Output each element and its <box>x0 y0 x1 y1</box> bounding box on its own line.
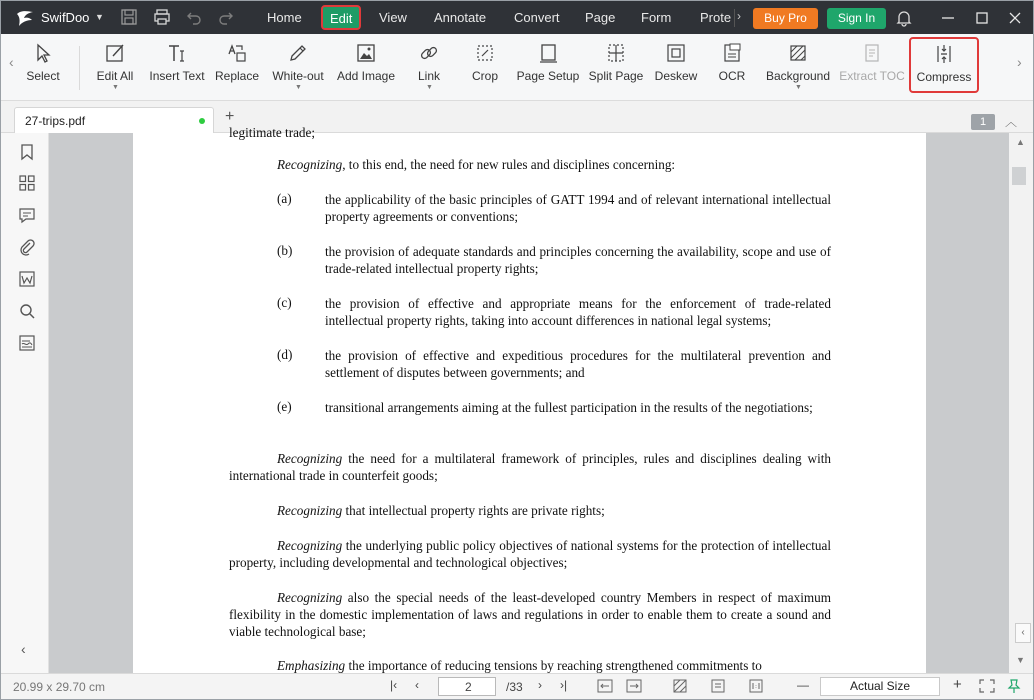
actual-size-icon[interactable] <box>749 679 765 693</box>
white-out-button[interactable] <box>267 34 329 100</box>
scroll-up-icon[interactable]: ▲ <box>1016 137 1025 147</box>
menu-annotate[interactable]: Annotate <box>434 10 487 25</box>
fullscreen-icon[interactable] <box>979 679 995 693</box>
fit-page-icon[interactable] <box>626 679 642 693</box>
background-label: Background <box>765 69 831 83</box>
insert-text-icon <box>166 42 188 64</box>
ribbon-scroll-right-icon[interactable]: › <box>1017 54 1022 70</box>
page-setup-label: Page Setup <box>516 69 580 83</box>
select-tool-button[interactable] <box>21 34 65 100</box>
extract-toc-icon <box>861 42 883 64</box>
page-layout-icon[interactable] <box>711 679 727 693</box>
recognizing-1-italic: Recognizing <box>277 157 343 172</box>
crop-label: Crop <box>471 69 498 83</box>
search-icon[interactable] <box>18 302 36 320</box>
para-6-italic: Emphasizing <box>277 658 346 673</box>
insert-text-label: Insert Text <box>149 69 205 83</box>
unsaved-status-dot <box>199 118 205 124</box>
insert-text-button[interactable] <box>147 34 207 100</box>
app-name: SwifDoo <box>41 10 90 25</box>
replace-icon <box>226 42 248 64</box>
thumbnails-icon[interactable] <box>18 174 36 192</box>
background-color-icon[interactable] <box>673 679 689 693</box>
para-4-text: the underlying public policy objectives of national systems for the protection of intellectual property, including developmental and technological objectives; <box>229 538 831 570</box>
background-button[interactable] <box>763 34 833 100</box>
image-icon <box>355 42 377 64</box>
buy-pro-button[interactable]: Buy Pro <box>753 8 818 29</box>
split-page-label: Split Page <box>588 69 644 83</box>
extract-toc-button <box>839 34 905 100</box>
split-page-icon <box>605 42 627 64</box>
document-viewer[interactable] <box>49 125 1009 673</box>
chevron-down-icon: ▼ <box>295 84 302 91</box>
para-6-text: the importance of reducing tensions by reaching strengthened commitments to <box>345 658 762 673</box>
vertical-scrollbar[interactable] <box>1009 133 1033 673</box>
edit-ribbon <box>1 34 1033 101</box>
para-2-italic: Recognizing <box>277 451 343 466</box>
page-number-input[interactable]: 2 <box>438 677 496 696</box>
compress-button[interactable] <box>909 37 979 93</box>
pdf-page <box>133 125 926 673</box>
expand-panel-icon[interactable]: ‹ <box>1015 623 1031 643</box>
add-tab-icon[interactable]: + <box>225 108 235 125</box>
deskew-button[interactable] <box>653 34 699 100</box>
page-number-badge: 1 <box>971 114 995 130</box>
first-page-icon[interactable]: |‹ <box>390 678 398 692</box>
menu-form[interactable]: Form <box>641 10 672 25</box>
scroll-thumb[interactable] <box>1012 167 1026 185</box>
background-icon <box>787 42 809 64</box>
status-bar <box>1 673 1033 699</box>
link-icon <box>418 42 440 64</box>
signature-icon[interactable] <box>18 334 36 352</box>
menu-more-chevron-icon[interactable]: › <box>734 9 746 27</box>
recognizing-paragraph-5 <box>229 589 831 640</box>
menu-protect[interactable]: Prote <box>700 10 732 25</box>
save-icon[interactable] <box>120 8 138 26</box>
chevron-down-icon: ▼ <box>112 84 119 91</box>
sidebar-collapse-icon[interactable]: ‹ <box>21 641 26 657</box>
para-4-italic: Recognizing <box>277 538 343 553</box>
cursor-icon <box>32 42 54 64</box>
deskew-icon <box>665 42 687 64</box>
chevron-down-icon: ▼ <box>795 84 802 91</box>
list-letter: (e) <box>277 399 292 414</box>
recognizing-paragraph-1 <box>229 156 831 173</box>
add-image-button[interactable] <box>335 34 397 100</box>
menu-edit[interactable]: Edit <box>321 5 361 30</box>
zoom-in-icon[interactable]: + <box>953 676 962 693</box>
left-sidebar <box>1 133 49 673</box>
chevron-down-icon: ▼ <box>426 84 433 91</box>
para-5-text: also the special needs of the least-developed country Members in respect of maximum flexibility in the domestic implementation of laws and regulations in order to enable them to create a sound and viable technological base; <box>229 590 831 639</box>
close-icon[interactable] <box>1005 8 1025 28</box>
title-bar <box>1 1 1033 34</box>
list-text: the provision of effective and expeditious procedures for the multilateral prevention and settlement of disputes between governments; and <box>325 348 831 380</box>
compress-icon <box>933 43 955 65</box>
replace-label: Replace <box>214 69 260 83</box>
zoom-level-select[interactable]: Actual Size <box>820 677 940 696</box>
extract-toc-label: Extract TOC <box>839 69 905 83</box>
app-menu-dropdown-icon[interactable]: ▼ <box>95 12 104 22</box>
recognizing-1-text: , to this end, the need for new rules and disciplines concerning: <box>342 157 676 172</box>
swifdoo-logo-icon <box>15 8 35 28</box>
edit-all-label: Edit All <box>96 69 134 83</box>
menu-convert[interactable]: Convert <box>514 10 560 25</box>
compress-label: Compress <box>916 70 972 84</box>
ribbon-scroll-left-icon[interactable]: ‹ <box>9 54 14 70</box>
ocr-label: OCR <box>718 69 746 83</box>
emphasizing-paragraph <box>229 657 831 674</box>
page-size-readout: 20.99 x 29.70 cm <box>13 680 106 694</box>
menu-view[interactable]: View <box>379 10 407 25</box>
collapse-panel-icon[interactable]: ︿ <box>1005 115 1018 129</box>
page-top-fragment: legitimate trade; <box>229 125 316 140</box>
scroll-down-icon[interactable]: ▼ <box>1016 655 1025 665</box>
maximize-icon[interactable] <box>972 8 992 28</box>
list-letter: (a) <box>277 191 292 206</box>
bookmark-icon[interactable] <box>18 143 36 161</box>
edit-all-button[interactable] <box>89 34 141 100</box>
select-label: Select <box>26 69 60 83</box>
menu-page[interactable]: Page <box>585 10 616 25</box>
para-3-italic: Recognizing <box>277 503 343 518</box>
list-text: the applicability of the basic principles of GATT 1994 and of relevant international intellectual property agreements or conventions; <box>325 192 831 224</box>
redo-icon[interactable] <box>217 8 235 26</box>
replace-button[interactable] <box>213 34 261 100</box>
para-3-text: that intellectual property rights are private rights; <box>342 503 605 518</box>
recognizing-paragraph-4 <box>229 537 831 571</box>
list-text: the provision of adequate standards and principles concerning the availability, scope and use of trade-related intellectual property rights; <box>325 244 831 276</box>
document-tab[interactable] <box>14 107 214 133</box>
sign-in-button[interactable]: Sign In <box>827 8 886 29</box>
attachment-icon[interactable] <box>18 238 36 256</box>
para-5-italic: Recognizing <box>277 590 343 605</box>
eraser-pen-icon <box>287 42 309 64</box>
fit-width-icon[interactable] <box>597 679 613 693</box>
list-letter: (c) <box>277 295 292 310</box>
list-text: transitional arrangements aiming at the fullest participation in the results of the negotiations; <box>325 400 813 415</box>
add-image-label: Add Image <box>336 69 396 83</box>
page-setup-button[interactable] <box>515 34 581 100</box>
word-count-icon[interactable] <box>18 270 36 288</box>
minimize-icon[interactable] <box>938 8 958 28</box>
edit-all-icon <box>104 42 126 64</box>
list-letter: (b) <box>277 243 293 258</box>
crop-icon <box>474 42 496 64</box>
page-setup-icon <box>537 42 559 64</box>
comment-icon[interactable] <box>18 206 36 224</box>
crop-button[interactable] <box>465 34 505 100</box>
document-tab-filename: 27-trips.pdf <box>25 114 86 128</box>
undo-icon[interactable] <box>185 8 203 26</box>
last-page-icon[interactable]: ›| <box>560 678 568 692</box>
list-text: the provision of effective and appropriate means for the enforcement of trade-related intellectual property rights, taking into account differences in national legal systems; <box>325 296 831 328</box>
split-page-button[interactable] <box>587 34 645 100</box>
list-letter: (d) <box>277 347 293 362</box>
deskew-label: Deskew <box>654 69 698 83</box>
recognizing-paragraph-3 <box>229 502 831 519</box>
zoom-out-icon[interactable]: — <box>797 678 809 692</box>
para-2-text: the need for a multilateral framework of principles, rules and disciplines dealing with international trade in counterfeit goods; <box>229 451 831 483</box>
pin-icon[interactable] <box>1006 679 1022 693</box>
next-page-icon[interactable]: › <box>538 678 542 692</box>
menu-home[interactable]: Home <box>267 10 302 25</box>
link-label: Link <box>417 69 440 83</box>
ocr-button[interactable] <box>713 34 751 100</box>
white-out-label: White-out <box>272 69 324 83</box>
print-icon[interactable] <box>153 8 171 26</box>
recognizing-paragraph-2 <box>229 450 831 484</box>
ribbon-divider <box>79 46 80 90</box>
total-pages: /33 <box>506 680 523 694</box>
link-button[interactable] <box>409 34 449 100</box>
notification-bell-icon[interactable] <box>894 8 914 28</box>
ocr-icon <box>721 42 743 64</box>
previous-page-icon[interactable]: ‹ <box>415 678 419 692</box>
